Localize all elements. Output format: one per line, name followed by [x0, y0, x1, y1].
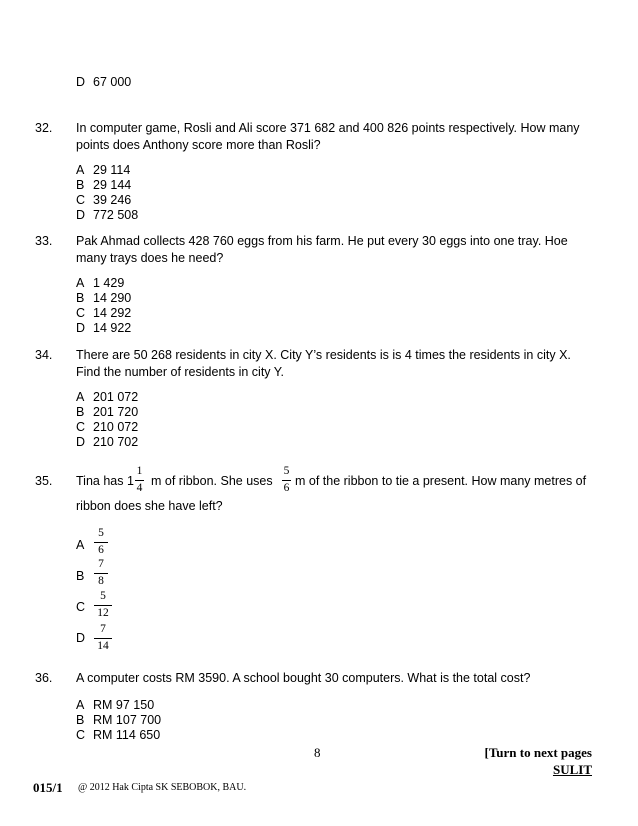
question-number: 35.	[35, 474, 53, 488]
question-text-line1: A computer costs RM 3590. A school bought 30 computers. What is the total cost?	[76, 671, 531, 685]
copyright-text: @ 2012 Hak Cipta SK SEBOBOK, BAU.	[78, 782, 247, 793]
option-letter: A	[76, 538, 85, 552]
option-letter: C	[76, 420, 86, 434]
option-letter: A	[76, 698, 85, 712]
option-letter: C	[76, 600, 86, 614]
fraction-denominator: 8	[98, 574, 104, 587]
option-a	[76, 163, 130, 177]
option-fraction	[94, 559, 108, 587]
option-letter: C	[76, 193, 86, 207]
option-letter: D	[76, 75, 86, 89]
option-text: 29 114	[93, 163, 131, 177]
option-letter: D	[76, 321, 86, 335]
option-letter: B	[76, 713, 85, 727]
option-text: 201 720	[93, 405, 139, 419]
option-text: 67 000	[93, 75, 132, 89]
option-letter: B	[76, 178, 85, 192]
option-text: 14 922	[93, 321, 132, 335]
question-text-line2: points does Anthony score more than Rosli?	[76, 138, 321, 152]
question-text-line2: ribbon does she have left?	[76, 499, 223, 513]
option-d	[76, 75, 131, 89]
fraction-one-quarter	[135, 466, 144, 494]
option-letter: C	[76, 306, 86, 320]
option-text: RM 107 700	[93, 713, 162, 727]
fraction-numerator: 1	[136, 465, 143, 477]
option-text: RM 114 650	[93, 728, 161, 742]
option-letter: D	[76, 435, 86, 449]
option-text: 29 144	[93, 178, 132, 192]
question-text-line1: There are 50 268 residents in city X. City Y’s residents is is 4 times the residents in city X.	[76, 348, 571, 362]
option-fraction	[94, 591, 112, 619]
option-text: 210 072	[93, 420, 139, 434]
option-letter: D	[76, 631, 86, 645]
question-text-line1: In computer game, Rosli and Ali score 371 682 and 400 826 points respectively. How many	[76, 121, 580, 135]
option-b	[76, 178, 131, 192]
question-text-part3: m of the ribbon to tie a present. How many metres of	[295, 474, 587, 488]
fraction-numerator: 5	[283, 465, 290, 477]
option-fraction	[94, 624, 112, 652]
option-a	[76, 390, 138, 404]
option-letter: B	[76, 291, 85, 305]
question-number: 33.	[35, 234, 53, 248]
option-letter: A	[76, 163, 85, 177]
option-d	[76, 435, 138, 449]
fraction-numerator: 5	[98, 527, 104, 539]
question-number: 34.	[35, 348, 53, 362]
option-b	[76, 291, 131, 305]
fraction-numerator: 5	[100, 590, 106, 602]
option-letter: B	[76, 569, 85, 583]
option-b	[76, 405, 138, 419]
option-letter: A	[76, 390, 85, 404]
paper-code: 015/1	[33, 780, 63, 795]
option-c	[76, 193, 131, 207]
option-text: 39 246	[93, 193, 132, 207]
option-text: 1 429	[93, 276, 125, 290]
option-c	[76, 420, 138, 434]
option-c	[76, 306, 131, 320]
fraction-denominator: 6	[283, 481, 290, 494]
question-number: 36.	[35, 671, 53, 685]
option-text: RM 97 150	[93, 698, 155, 712]
option-d	[76, 208, 138, 222]
fraction-denominator: 14	[97, 639, 109, 652]
turn-page-note: [Turn to next pages	[484, 745, 592, 760]
option-a	[76, 698, 154, 712]
option-letter: C	[76, 728, 86, 742]
question-text-part1: Tina has 1	[76, 474, 134, 488]
question-text-part2: m of ribbon. She uses	[151, 474, 273, 488]
option-letter: B	[76, 405, 85, 419]
question-text-line1: Pak Ahmad collects 428 760 eggs from his farm. He put every 30 eggs into one tray. Hoe	[76, 234, 568, 248]
question-text-line2: Find the number of residents in city Y.	[76, 365, 284, 379]
option-fraction	[94, 528, 108, 556]
option-a	[76, 276, 124, 290]
option-b	[76, 713, 161, 727]
option-c	[76, 728, 160, 742]
fraction-numerator: 7	[100, 623, 106, 635]
fraction-denominator: 6	[98, 543, 104, 556]
fraction-five-sixths	[282, 466, 291, 494]
option-text: 14 292	[93, 306, 132, 320]
fraction-denominator: 12	[97, 606, 109, 619]
page-number: 8	[314, 745, 321, 760]
fraction-numerator: 7	[98, 558, 104, 570]
option-letter: A	[76, 276, 85, 290]
option-text: 14 290	[93, 291, 132, 305]
question-text-line2: many trays does he need?	[76, 251, 224, 265]
fraction-denominator: 4	[136, 481, 143, 494]
option-text: 201 072	[93, 390, 139, 404]
option-d	[76, 321, 131, 335]
option-text: 772 508	[93, 208, 139, 222]
option-text: 210 702	[93, 435, 139, 449]
question-number: 32.	[35, 121, 53, 135]
sulit-label: SULIT	[552, 762, 592, 777]
option-letter: D	[76, 208, 86, 222]
